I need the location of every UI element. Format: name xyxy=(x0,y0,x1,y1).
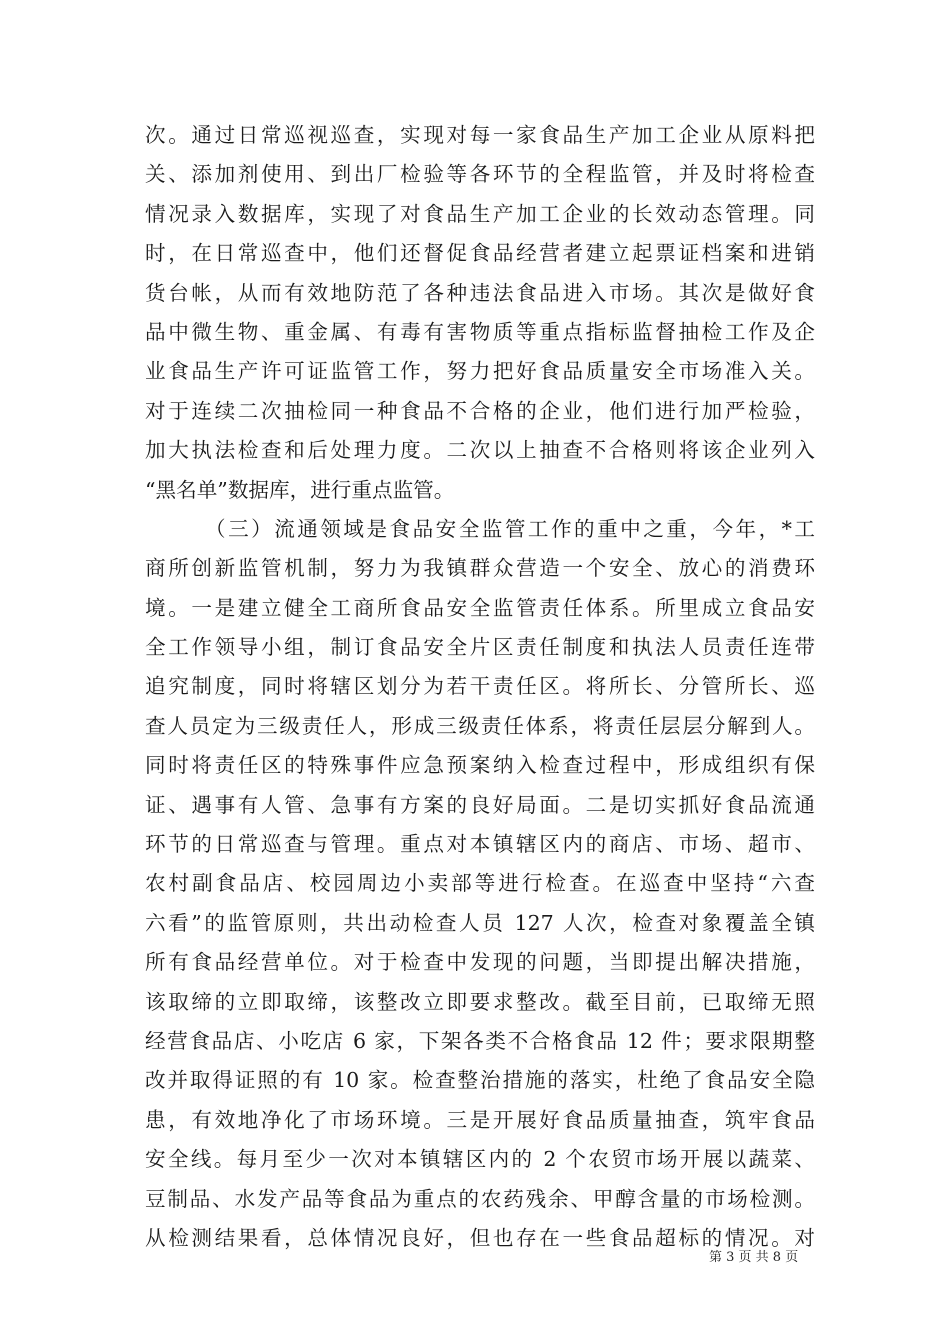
text-line: 境。一是建立健全工商所食品安全监管责任体系。所里成立食品安 xyxy=(145,595,815,620)
text-line: 货台帐，从而有效地防范了各种违法食品进入市场。其次是做好食 xyxy=(145,280,815,305)
text-line: 改并取得证照的有 10 家。检查整治措施的落实，杜绝了食品安全隐 xyxy=(145,1068,815,1093)
text-line: 农村副食品店、校园周边小卖部等进行检查。在巡查中坚持“六查 xyxy=(145,871,815,896)
text-line: 情况录入数据库，实现了对食品生产加工企业的长效动态管理。同 xyxy=(145,201,815,226)
text-line: 环节的日常巡查与管理。重点对本镇辖区内的商店、市场、超市、 xyxy=(145,832,815,857)
text-line: 次。通过日常巡视巡查，实现对每一家食品生产加工企业从原料把 xyxy=(145,123,815,147)
text-line: 该取缔的立即取缔，该整改立即要求整改。截至目前，已取缔无照 xyxy=(145,989,815,1014)
text-line: 证、遇事有人管、急事有方案的良好局面。二是切实抓好食品流通 xyxy=(145,792,815,817)
text-line: 追究制度，同时将辖区划分为若干责任区。将所长、分管所长、巡 xyxy=(145,674,815,699)
text-line: 六看”的监管原则，共出动检查人员 127 人次，检查对象覆盖全镇 xyxy=(145,910,815,935)
text-line: 豆制品、水发产品等食品为重点的农药残余、甲醇含量的市场检测。 xyxy=(145,1186,815,1211)
text-line: 经营食品店、小吃店 6 家，下架各类不合格食品 12 件；要求限期整 xyxy=(145,1028,815,1053)
text-line: 加大执法检查和后处理力度。二次以上抽查不合格则将该企业列入 xyxy=(145,438,815,463)
paragraph-start-line: （三）流通领域是食品安全监管工作的重中之重，今年，*工 xyxy=(205,516,815,541)
text-line: 业食品生产许可证监管工作，努力把好食品质量安全市场准入关。 xyxy=(145,359,815,384)
text-line: 患，有效地净化了市场环境。三是开展好食品质量抽查，筑牢食品 xyxy=(145,1107,815,1132)
text-line: 时，在日常巡查中，他们还督促食品经营者建立起票证档案和进销 xyxy=(145,241,815,266)
text-line: 全工作领导小组，制订食品安全片区责任制度和执法人员责任连带 xyxy=(145,635,815,660)
text-line: 品中微生物、重金属、有毒有害物质等重点指标监督抽检工作及企 xyxy=(145,319,815,344)
text-line: 所有食品经营单位。对于检查中发现的问题，当即提出解决措施， xyxy=(145,950,815,975)
text-line: 商所创新监管机制，努力为我镇群众营造一个安全、放心的消费环 xyxy=(145,556,815,581)
text-line: 从检测结果看，总体情况良好，但也存在一些食品超标的情况。对 xyxy=(145,1225,815,1250)
body-text xyxy=(145,116,815,1258)
text-line: 关、添加剂使用、到出厂检验等各环节的全程监管，并及时将检查 xyxy=(145,162,815,187)
text-line: “黑名单”数据库，进行重点监管。 xyxy=(145,477,455,502)
text-line: 对于连续二次抽检同一种食品不合格的企业，他们进行加严检验， xyxy=(145,398,815,423)
text-line: 同时将责任区的特殊事件应急预案纳入检查过程中，形成组织有保 xyxy=(145,753,815,778)
text-line: 安全线。每月至少一次对本镇辖区内的 2 个农贸市场开展以蔬菜、 xyxy=(145,1147,815,1172)
page-number: 第 3 页 共 8 页 xyxy=(709,1250,799,1265)
text-line: 查人员定为三级责任人，形成三级责任体系，将责任层层分解到人。 xyxy=(145,713,815,738)
